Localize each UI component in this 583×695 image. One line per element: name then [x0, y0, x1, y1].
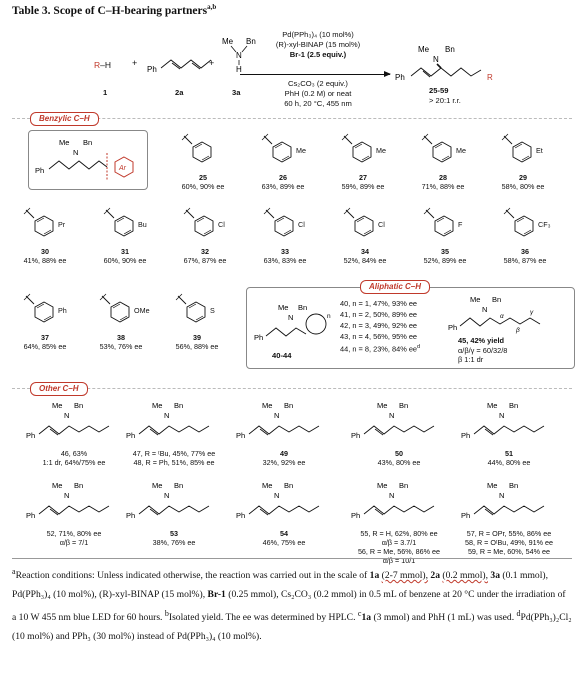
product-me: Me [418, 45, 430, 54]
compound-result: 48, R = Ph, 51%, 85% ee [133, 458, 215, 467]
svg-text:Me: Me [262, 401, 273, 410]
fn-a-text: Reaction conditions: Unless indicated otherwise, the reaction was carried out in the scale of [15, 570, 368, 582]
compound-35 [410, 206, 480, 265]
amine-chain-structure [351, 398, 447, 448]
compound-number: 32 [201, 247, 209, 256]
compound-number: 25 [199, 173, 207, 182]
fn-a-br: Br-1 [207, 589, 226, 601]
compound-result: 46%, 75% ee [262, 538, 306, 547]
compound-result: 55, R = H, 62%, 80% ee [360, 529, 438, 538]
svg-text:Ph: Ph [126, 511, 136, 520]
section-other: Other C–H [30, 382, 88, 396]
substituent-label: CF₃ [538, 220, 551, 229]
gen-ar: Ar [119, 165, 126, 172]
compound-result: α/β = 7/1 [59, 538, 89, 547]
compound-number: 38 [117, 333, 125, 342]
compound-result: 50 [395, 449, 403, 458]
compound-result: 63%, 83% ee [263, 256, 307, 265]
svg-text:N: N [274, 411, 280, 420]
svg-text:Ph: Ph [26, 431, 36, 440]
cond-line1: Cs₂CO₃ (2 equiv.) [288, 79, 348, 88]
compound-38 [86, 292, 156, 351]
amine-chain-structure [126, 478, 222, 528]
table-title [12, 3, 216, 17]
compound-result: 54 [280, 529, 288, 538]
svg-text:Me: Me [152, 481, 163, 490]
compound-number: 39 [193, 333, 201, 342]
compound-45-results [458, 336, 507, 365]
svg-text:Bn: Bn [509, 481, 519, 490]
c45-n: N [482, 305, 488, 314]
reactant1-label: 1 [103, 88, 108, 97]
footnote-d: $^d$Pd(PPh₃)₂Cl₂ (10 mol%) and PPh₃ (30 mol%) instead of Pd(PPh₃)₄ (10 mol%). [12, 609, 572, 643]
compound-31 [90, 206, 160, 265]
aliphatic-entries [340, 298, 420, 354]
amine-me: Me [222, 37, 234, 46]
svg-text:Bn: Bn [399, 481, 409, 490]
product-label: 25-59 [429, 86, 449, 95]
general-structure-box [28, 130, 148, 190]
section-benzylic: Benzylic C–H [30, 112, 99, 126]
compound-result: 56%, 88% ee [175, 342, 219, 351]
substituent-label: Ph [58, 306, 67, 315]
reaction-arrow [240, 74, 390, 75]
reactant3-label: 3a [232, 88, 241, 97]
compound-45-structure [448, 292, 568, 336]
plus-2: + [209, 58, 215, 68]
substituent-label: Me [456, 146, 466, 155]
compound-result: 60%, 90% ee [181, 182, 225, 191]
compound-result: 58, R = OᵗBu, 49%, 91% ee [464, 538, 554, 547]
svg-text:N: N [499, 491, 505, 500]
compound-result: 59, R = Me, 60%, 54% ee [467, 547, 551, 556]
aliphatic-entry: 42, n = 3, 49%, 92% ee [340, 321, 418, 330]
cond-line2: PhH (0.2 M) or neat [284, 89, 352, 98]
svg-text:Me: Me [377, 401, 388, 410]
svg-text:N: N [389, 411, 395, 420]
compound-result: 56, R = Me, 56%, 86% ee [357, 547, 441, 556]
svg-text:Bn: Bn [509, 401, 519, 410]
aliphatic-entry: 44, n = 8, 23%, 84% $ee^d$ [340, 344, 421, 354]
amine-chain-structure [461, 478, 557, 528]
svg-text:N: N [164, 411, 170, 420]
fn-d-text: Pd(PPh₃)₂Cl₂ (10 mol%) and PPh₃ (30 mol%) instead of Pd(PPh₃)₄ (10 mol%). [12, 612, 572, 643]
compound-result: 43%, 80% ee [377, 458, 421, 467]
compound-number: 36 [521, 247, 529, 256]
compound-55 [345, 478, 453, 565]
fn-a-3a: 3a [490, 570, 500, 582]
compound-result: 52%, 89% ee [423, 256, 467, 265]
compound-33 [250, 206, 320, 265]
substituent-label: Me [296, 146, 306, 155]
compound-52 [20, 478, 128, 547]
reactant2-label: 2a [175, 88, 184, 97]
compound-54 [230, 478, 338, 547]
footnote-c: $^c$1a (3 mmol) and PhH (1 mL) was used. [357, 609, 515, 624]
svg-text:Me: Me [487, 401, 498, 410]
compound-46 [20, 398, 128, 467]
compound-57 [455, 478, 563, 556]
compound-34 [330, 206, 400, 265]
compound-25 [168, 132, 238, 191]
svg-text:Me: Me [52, 401, 63, 410]
compound-32 [170, 206, 240, 265]
c45-gamma: γ [530, 309, 534, 316]
svg-text:Me: Me [262, 481, 273, 490]
compound-51 [455, 398, 563, 467]
substituent-label: Cl [218, 220, 225, 229]
compound-49 [230, 398, 338, 467]
amine-chain-structure [351, 478, 447, 528]
al-me: Me [278, 303, 289, 312]
gen-bn: Bn [83, 138, 93, 147]
svg-text:Bn: Bn [74, 481, 84, 490]
compound-result: 49 [280, 449, 288, 458]
compound-result: 57, R = OPr, 55%, 86% ee [466, 529, 552, 538]
compound-result: α/β = 10/1 [382, 556, 416, 565]
c45-me: Me [470, 295, 481, 304]
compound-result: 47, R = ᵗBu, 45%, 77% ee [132, 449, 216, 458]
product-rr: > 20:1 r.r. [429, 96, 461, 105]
reagents-above [243, 30, 393, 60]
product-r: R [487, 73, 493, 82]
plus-1: + [132, 58, 138, 68]
gen-ph: Ph [35, 166, 45, 175]
title-footnote-marks: a,b [207, 3, 217, 11]
compound-39 [162, 292, 232, 351]
compound-result: 51 [505, 449, 513, 458]
fn-a-2a: 2a [430, 570, 441, 582]
reagent-line1: Pd(PPh₃)₄ (10 mol%) [282, 30, 354, 39]
compound-number: 37 [41, 333, 49, 342]
svg-text:N: N [499, 411, 505, 420]
product-structure [393, 40, 508, 100]
section-aliphatic: Aliphatic C–H [360, 280, 430, 294]
svg-text:N: N [389, 491, 395, 500]
compound-number: 34 [361, 247, 369, 256]
svg-text:Ph: Ph [126, 431, 136, 440]
svg-text:N: N [274, 491, 280, 500]
fn-c-1a: 1a [361, 612, 372, 624]
svg-text:Ph: Ph [236, 431, 246, 440]
compound-result: 38%, 76% ee [152, 538, 196, 547]
reactant1: R–H [94, 60, 112, 70]
gen-me: Me [59, 138, 70, 147]
general-aryl-structure [29, 131, 147, 189]
compound-number: 26 [279, 173, 287, 182]
c45-ph: Ph [448, 323, 458, 332]
amine-chain-structure [461, 398, 557, 448]
compound-result: 53 [170, 529, 178, 538]
conditions-below [243, 79, 393, 109]
footnote-a: $^a$Reaction conditions: Unless indicated otherwise, the reaction was carried out in the scale of 1a (2-7 mmol), 2a (0.2 mmol), 3a (0.1 mmol), Pd(PPh₃)₄ (10 mol%), (R)-xyl-BINAP (15 mol%), Br-1 (0.25 mmol), Cs₂CO₃ (0.2 mmol) in 0.5 mL of benzene at 20 °C under the irradiation of a 10 W 455 nm blue LED for 60 hours. [12, 567, 566, 624]
aliphatic-entry: 43, n = 4, 56%, 95% ee [340, 332, 418, 341]
compound-number: 33 [281, 247, 289, 256]
al-bn: Bn [298, 303, 308, 312]
svg-text:N: N [164, 491, 170, 500]
substituent-label: S [210, 306, 215, 315]
diene-ph: Ph [147, 65, 157, 74]
compound-number: 31 [121, 247, 129, 256]
footnote-b: $^b$Isolated yield. The ee was determined by HPLC. [164, 609, 356, 624]
compound-result: 63%, 89% ee [261, 182, 305, 191]
compound-result: 67%, 87% ee [183, 256, 227, 265]
compound-36 [490, 206, 560, 265]
svg-text:Bn: Bn [284, 401, 294, 410]
aliphatic-entry-footnote: d [417, 344, 421, 350]
svg-text:N: N [64, 491, 70, 500]
compound-number: 28 [439, 173, 447, 182]
amine-h: H [236, 65, 242, 74]
compound-result: 71%, 88% ee [421, 182, 465, 191]
fn-b-text: Isolated yield. The ee was determined by HPLC. [168, 612, 356, 624]
al-ph: Ph [254, 333, 264, 342]
substituent-label: OMe [134, 306, 150, 315]
product-ph: Ph [395, 73, 405, 82]
compound-result: 58%, 87% ee [503, 256, 547, 265]
svg-text:Ph: Ph [461, 431, 471, 440]
c45-line2: α/β/γ = 60/32/8 [458, 345, 508, 355]
compound-30 [10, 206, 80, 265]
compound-result: 41%, 88% ee [23, 256, 67, 265]
substituent-label: Cl [298, 220, 305, 229]
svg-text:Bn: Bn [174, 481, 184, 490]
compound-number: 29 [519, 173, 527, 182]
c45-beta: β [516, 327, 520, 334]
c45-line1: 45, 42% yield [458, 336, 505, 345]
compound-47 [120, 398, 228, 467]
c45-alpha: α [500, 313, 504, 320]
aliphatic-entry: 41, n = 2, 50%, 89% ee [340, 310, 418, 319]
svg-text:Bn: Bn [74, 401, 84, 410]
svg-text:Me: Me [52, 481, 63, 490]
fn-c-text: (3 mmol) and PhH (1 mL) was used. [373, 612, 515, 624]
compound-result: 60%, 90% ee [103, 256, 147, 265]
fn-a-3a-amt: (0.1 mmol), Pd(PPh₃)₄ (10 mol%), (R)-xyl-BINAP (15 mol%), [12, 570, 548, 601]
amine-chain-structure [126, 398, 222, 448]
compound-number: 27 [359, 173, 367, 182]
diene-structure [145, 50, 215, 80]
compound-28 [408, 132, 478, 191]
amine-chain-structure [236, 398, 332, 448]
c45-line3: β 1:1 dr [458, 355, 484, 364]
aliphatic-ring-structure [252, 300, 332, 350]
cond-line3: 60 h, 20 °C, 455 nm [284, 99, 352, 108]
substituent-label: Pr [58, 220, 66, 229]
svg-text:Me: Me [152, 401, 163, 410]
footnotes [12, 562, 572, 646]
substituent-label: Cl [378, 220, 385, 229]
compound-29 [488, 132, 558, 191]
compound-result: 1:1 dr, 64%/75% ee [42, 458, 106, 467]
compound-result: 52, 71%, 80% ee [46, 529, 102, 538]
compound-37 [10, 292, 80, 351]
compound-27 [328, 132, 398, 191]
aliphatic-entry: 40, n = 1, 47%, 93% ee [340, 299, 418, 308]
svg-text:Ph: Ph [351, 511, 361, 520]
compound-result: 46, 63% [60, 449, 88, 458]
svg-text:N: N [64, 411, 70, 420]
amine-chain-structure [26, 478, 122, 528]
al-n-sub: n [327, 313, 331, 320]
svg-text:Ph: Ph [236, 511, 246, 520]
compound-50 [345, 398, 453, 467]
fn-a-1a: 1a [369, 570, 380, 582]
gen-n: N [73, 148, 79, 157]
compound-26 [248, 132, 318, 191]
divider-footnotes [12, 558, 572, 559]
substituent-label: Et [536, 146, 543, 155]
amine-chain-structure [26, 398, 122, 448]
product-n: N [433, 55, 439, 64]
aliphatic-label-4044: 40-44 [272, 351, 292, 360]
svg-text:Bn: Bn [399, 401, 409, 410]
compound-number: 30 [41, 247, 49, 256]
fn-a-br-amt: (0.25 mmol), Cs₂CO₃ (0.2 mmol) in 0.5 mL of benzene at 20 °C under the irradiation of a 10 W 455 nm blue LED for 60 hours. [12, 589, 566, 624]
svg-text:Ph: Ph [26, 511, 36, 520]
table-title-text: Table 3. Scope of C–H-bearing partners [12, 4, 208, 17]
amine-n: N [236, 51, 242, 60]
compound-result: 58%, 80% ee [501, 182, 545, 191]
svg-text:Bn: Bn [174, 401, 184, 410]
svg-text:Ph: Ph [461, 511, 471, 520]
fn-a-1a-amt: (2-7 mmol), [381, 570, 429, 582]
compound-number: 35 [441, 247, 449, 256]
compound-result: 52%, 84% ee [343, 256, 387, 265]
compound-result: 53%, 76% ee [99, 342, 143, 351]
reactant1-r: R [94, 60, 101, 70]
compound-result: 59%, 89% ee [341, 182, 385, 191]
divider-other [12, 388, 572, 389]
compound-53 [120, 478, 228, 547]
substituent-label: Me [376, 146, 386, 155]
substituent-label: F [458, 220, 463, 229]
arene-structure [180, 132, 226, 172]
compound-result: 32%, 92% ee [262, 458, 306, 467]
amine-chain-structure [236, 478, 332, 528]
fn-a-2a-amt: (0.2 mmol), [442, 570, 488, 582]
compound-result: α/β = 3.7/1 [381, 538, 417, 547]
product-bn: Bn [445, 45, 455, 54]
compound-result: 64%, 85% ee [23, 342, 67, 351]
svg-text:Bn: Bn [284, 481, 294, 490]
reagent-line3: Br-1 (2.5 equiv.) [289, 50, 347, 59]
svg-text:Me: Me [487, 481, 498, 490]
amine-bn: Bn [246, 37, 256, 46]
substituent-label: Bu [138, 220, 147, 229]
svg-text:Ph: Ph [351, 431, 361, 440]
compound-result: 44%, 80% ee [487, 458, 531, 467]
svg-text:Me: Me [377, 481, 388, 490]
c45-bn: Bn [492, 295, 502, 304]
reagent-line2: (R)-xyl-BINAP (15 mol%) [275, 40, 361, 49]
al-n: N [288, 313, 294, 322]
